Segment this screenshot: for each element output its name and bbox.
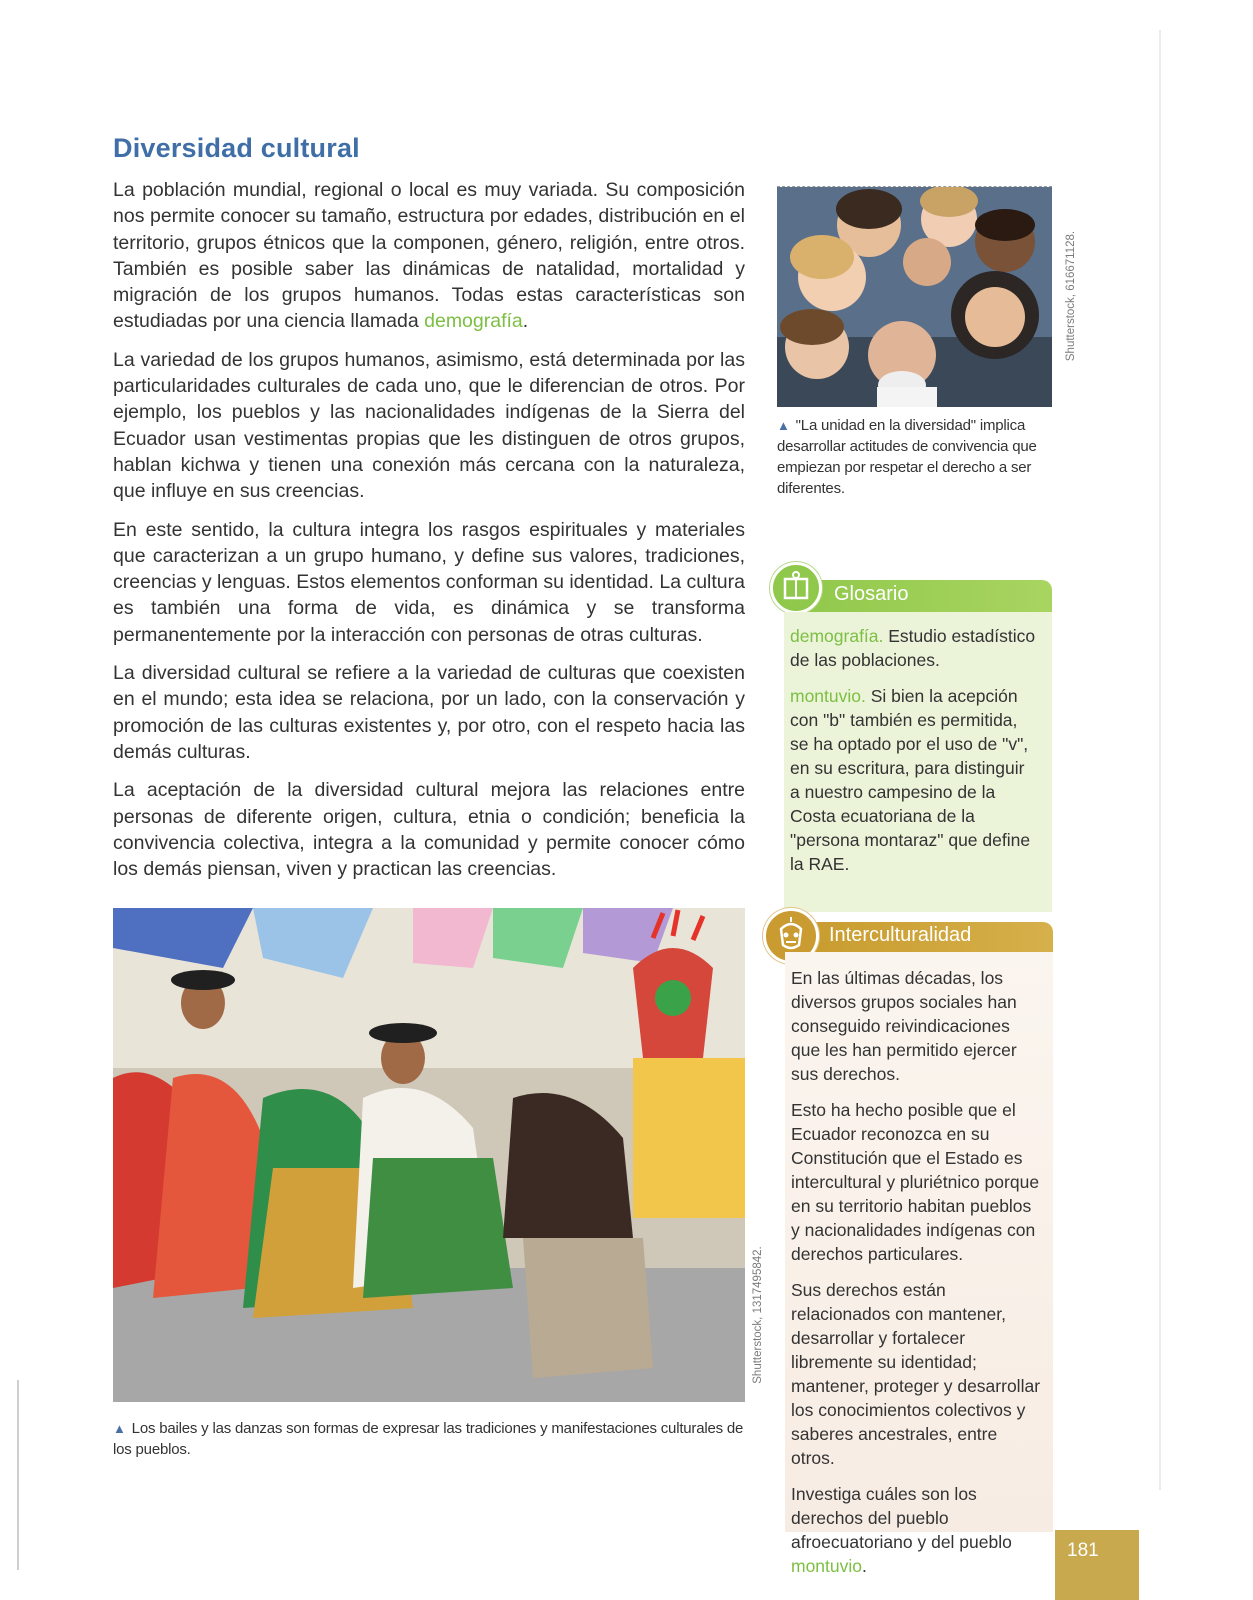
- paragraph-5: La aceptación de la diversidad cultural mejora las relaciones entre personas de diferente origen, cultura, etnia o condición; beneficia la convivencia colectiva, integra a la comunidad y permite conocer cómo los demás piensan, viven y practican las creencias.: [113, 779, 745, 881]
- main-text-column: [113, 177, 745, 894]
- glosario-header: [784, 580, 1052, 612]
- paragraph-2: La variedad de los grupos humanos, asimismo, está determinada por las particularidades culturales de cada uno, que le diferencian de otros. Por ejemplo, los pueblos y las nacionalidades indígenas de la Sierra del Ecuador usan vestimentas propias que les distinguen de otros grupos, hablan kichwa y tienen una conexión más cercana con la naturaleza, que influye en sus creencias.: [113, 348, 745, 503]
- glosario-content: [784, 612, 1052, 912]
- photo-credit: Shutterstock, 616671128.: [1065, 230, 1077, 362]
- glossary-entry: demografía. Estudio estadístico de las poblaciones.: [790, 626, 1036, 670]
- interculturalidad-paragraph: En las últimas décadas, los diversos grupos sociales han conseguido reivindicaciones que les han permitido ejercer sus derechos.: [791, 968, 1017, 1084]
- traditional-dance-photo: [113, 908, 745, 1402]
- photo-credit: Shutterstock, 1317495842.: [752, 1246, 764, 1384]
- paragraph-1: La población mundial, regional o local es muy variada. Su composición nos permite conocer su tamaño, estructura por edades, distribución en el territorio, grupos étnicos que la componen, género, religión, entre otros. También es posible saber las dinámicas de natalidad, mortalidad y migración de los grupos humanos. Todas estas características son estudiadas por una ciencia llamada demografía.: [113, 179, 745, 333]
- interculturalidad-content: [785, 952, 1053, 1576]
- glossary-book-icon: [770, 562, 822, 614]
- section-title: Diversidad cultural: [113, 133, 360, 163]
- keyword-link[interactable]: montuvio: [791, 1556, 863, 1576]
- photo-caption: ▲ Los bailes y las danzas son formas de expresar las tradiciones y manifestaciones culturales de los pueblos.: [113, 1420, 744, 1458]
- diverse-group-photo: [777, 186, 1052, 407]
- triangle-bullet-icon: ▲: [777, 418, 790, 433]
- page-number: 181: [1055, 1530, 1139, 1600]
- interculturalidad-title: Interculturalidad: [829, 924, 972, 946]
- glosario-title: Glosario: [834, 583, 909, 605]
- page-edge-line: [17, 1380, 19, 1570]
- interculturalidad-paragraph: Sus derechos están relacionados con mantener, desarrollar y fortalecer libremente su identidad; mantener, proteger y desarrollar los conocimientos colectivos y saberes ancestrales, entre otros.: [791, 1280, 1041, 1468]
- page-edge-line: [1159, 30, 1161, 1490]
- paragraph-4: La diversidad cultural se refiere a la variedad de culturas que coexisten en el mundo; esta idea se relaciona, por un lado, con la conservación y promoción de las culturas existentes y, por otro, con el respeto hacia las demás culturas.: [113, 662, 745, 763]
- keyword-link[interactable]: demografía: [424, 310, 523, 333]
- photo-caption: ▲ "La unidad en la diversidad" implica desarrollar actitudes de convivencia que empiezan por respetar el derecho a ser diferentes.: [777, 417, 1037, 497]
- interculturalidad-paragraph: Esto ha hecho posible que el Ecuador reconozca en su Constitución que el Estado es intercultural y pluriétnico porque en su territorio habitan pueblos y nacionalidades indígenas con derechos particulares.: [791, 1100, 1040, 1264]
- interculturalidad-header: [785, 922, 1053, 952]
- glossary-term: demografía.: [790, 626, 884, 646]
- glossary-entry: montuvio. Si bien la acepción con "b" también es permitida, se ha optado por el uso de "v", en su escritura, para distinguir a nuestro campesino de la Costa ecuatoriana de la "persona montaraz" que define la RAE.: [790, 686, 1031, 874]
- interculturalidad-paragraph: Investiga cuáles son los derechos del pueblo afroecuatoriano y del pueblo montuvio.: [791, 1484, 1012, 1576]
- glossary-term: montuvio.: [790, 686, 866, 706]
- triangle-bullet-icon: ▲: [113, 1421, 126, 1436]
- paragraph-3: En este sentido, la cultura integra los rasgos espirituales y materiales que caracterizan a un grupo humano, y define sus valores, tradiciones, creencias y lenguas. Estos elementos conforman su identidad. La cultura es también una forma de vida, es dinámica y se transforma permanentemente por la interacción con personas de otras culturas.: [113, 518, 745, 646]
